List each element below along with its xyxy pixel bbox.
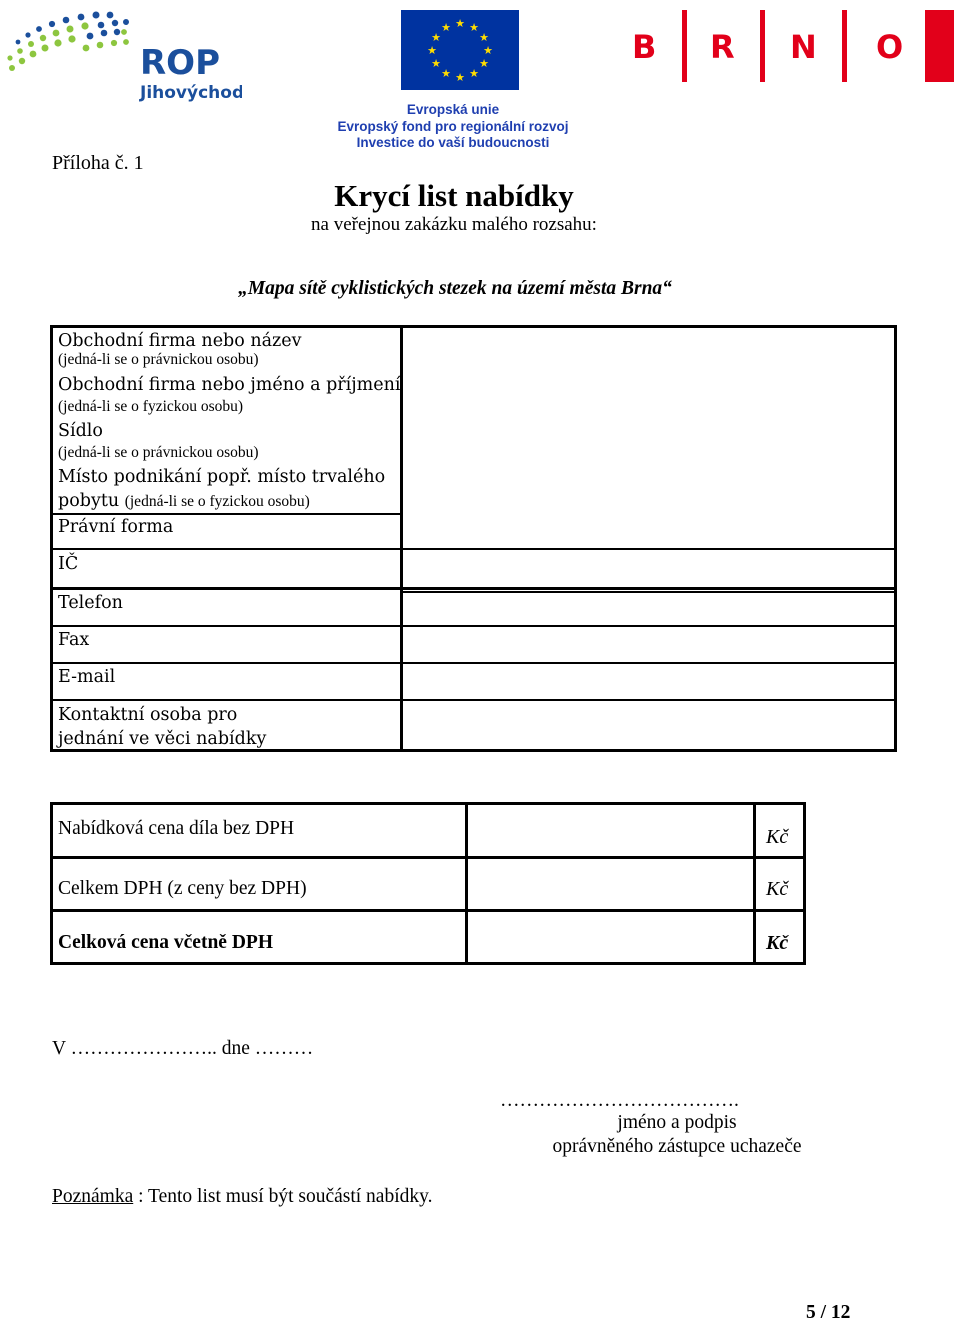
row-separator: [52, 548, 895, 550]
price-table-divider: [753, 802, 756, 965]
legal-form-value-field[interactable]: [404, 551, 894, 586]
svg-text:★: ★: [483, 44, 493, 57]
bidder-row-legal-form: Právní forma: [58, 517, 174, 537]
row-separator: [52, 662, 895, 664]
rop-logo-subtext: Jihovýchod: [140, 83, 242, 103]
row-separator: [52, 625, 895, 627]
svg-text:★: ★: [431, 57, 441, 70]
svg-text:★: ★: [469, 21, 479, 34]
page-number: 5 / 12: [806, 1302, 851, 1323]
svg-text:★: ★: [431, 31, 441, 44]
svg-text:★: ★: [479, 31, 489, 44]
row-separator: [52, 513, 400, 515]
eu-text-line1: Evropská unie: [406, 102, 500, 117]
bidder-row-note: (jedná-li se o právnickou osobu): [58, 351, 259, 368]
svg-text:★: ★: [455, 17, 465, 30]
brno-logo-icon: [632, 8, 954, 84]
bidder-row-label: Obchodní firma nebo název: [58, 331, 302, 351]
currency-label: Kč: [766, 932, 789, 954]
bidder-row-email: E-mail: [58, 667, 116, 687]
svg-text:★: ★: [479, 57, 489, 70]
bidder-row-label2: pobytu: [58, 491, 120, 511]
attachment-label: Příloha č. 1: [52, 152, 144, 174]
bidder-row-fax: Fax: [58, 630, 90, 650]
bidder-row-company: [52, 330, 302, 368]
price-without-vat-field[interactable]: [470, 806, 752, 855]
row-separator: [52, 909, 804, 912]
svg-text:★: ★: [469, 67, 479, 80]
eu-text-line2: Evropský fond pro regionální rozvoj: [337, 118, 569, 134]
bidder-row-seat: [52, 420, 259, 464]
svg-text:★: ★: [441, 21, 451, 34]
bidder-row-phone: Telefon: [58, 593, 123, 613]
brno-letter-o: O: [876, 28, 904, 66]
svg-text:★: ★: [441, 67, 451, 80]
rop-logo-icon: [2, 6, 242, 106]
bidder-row-label: Místo podnikání popř. místo trvalého: [58, 467, 386, 487]
document-subtitle: na veřejnou zakázku malého rozsahu:: [311, 214, 597, 235]
bidder-row-note: (jedná-li se o fyzickou osobu): [58, 398, 244, 415]
bidder-row-label: Sídlo: [58, 421, 103, 441]
phone-value-field[interactable]: [404, 594, 894, 624]
currency-label: Kč: [766, 826, 789, 848]
footnote: [52, 1186, 433, 1208]
bidder-row-note: (jedná-li se o fyzickou osobu): [124, 493, 310, 510]
contact-value-field[interactable]: [404, 702, 894, 749]
price-row-vat: Celkem DPH (z ceny bez DPH): [58, 878, 307, 899]
currency-label: Kč: [766, 878, 789, 900]
signature-name-label: jméno a podpis: [617, 1112, 737, 1133]
eu-funding-text: [300, 102, 606, 152]
bidder-row-name: [52, 374, 401, 418]
bidder-row-label: Obchodní firma nebo jméno a příjmení: [58, 375, 401, 395]
signature-dots: ……………………………….: [500, 1090, 739, 1111]
project-name: „Mapa sítě cyklistických stezek na území města Brna“: [238, 278, 672, 299]
bidder-row-label2: jednání ve věci nabídky: [58, 729, 267, 749]
row-separator: [52, 856, 804, 859]
rop-logo-text: ROP: [140, 43, 221, 83]
row-separator: [400, 591, 895, 593]
brno-letter-n: N: [790, 28, 817, 66]
svg-text:★: ★: [455, 71, 465, 84]
eu-text-line3: Investice do vaší budoucnosti: [356, 135, 550, 150]
vat-field[interactable]: [470, 860, 752, 908]
brno-logo: [632, 8, 954, 84]
total-price-field[interactable]: [470, 913, 752, 961]
signature-role-label: oprávněného zástupce uchazeče: [552, 1136, 802, 1157]
row-separator: [52, 699, 895, 701]
rop-jihovychod-logo: [2, 6, 242, 106]
price-row-total: Celková cena včetně DPH: [58, 932, 273, 953]
bidder-row-ico: IČ: [58, 554, 79, 574]
bidder-row-contact: [52, 703, 266, 751]
eu-flag-icon: [401, 10, 519, 90]
eu-flag: [401, 10, 519, 90]
bidder-row-place: [52, 466, 385, 515]
row-separator: [52, 587, 895, 590]
brno-letter-r: R: [710, 28, 735, 66]
bidder-row-note: (jedná-li se o právnickou osobu): [58, 444, 259, 461]
place-date-line: V ………………….. dne ………: [52, 1038, 314, 1059]
svg-text:★: ★: [427, 44, 437, 57]
bidder-row-label: Kontaktní osoba pro: [58, 705, 238, 725]
price-table-divider: [465, 802, 468, 965]
brno-letter-b: B: [632, 28, 657, 66]
footnote-label: Poznámka: [52, 1186, 134, 1207]
footnote-text: : Tento list musí být součástí nabídky.: [133, 1186, 433, 1207]
company-value-field[interactable]: [404, 329, 894, 547]
price-row-without-vat: Nabídková cena díla bez DPH: [58, 818, 295, 839]
email-value-field[interactable]: [404, 665, 894, 698]
document-title: Krycí list nabídky: [334, 178, 574, 213]
fax-value-field[interactable]: [404, 628, 894, 661]
